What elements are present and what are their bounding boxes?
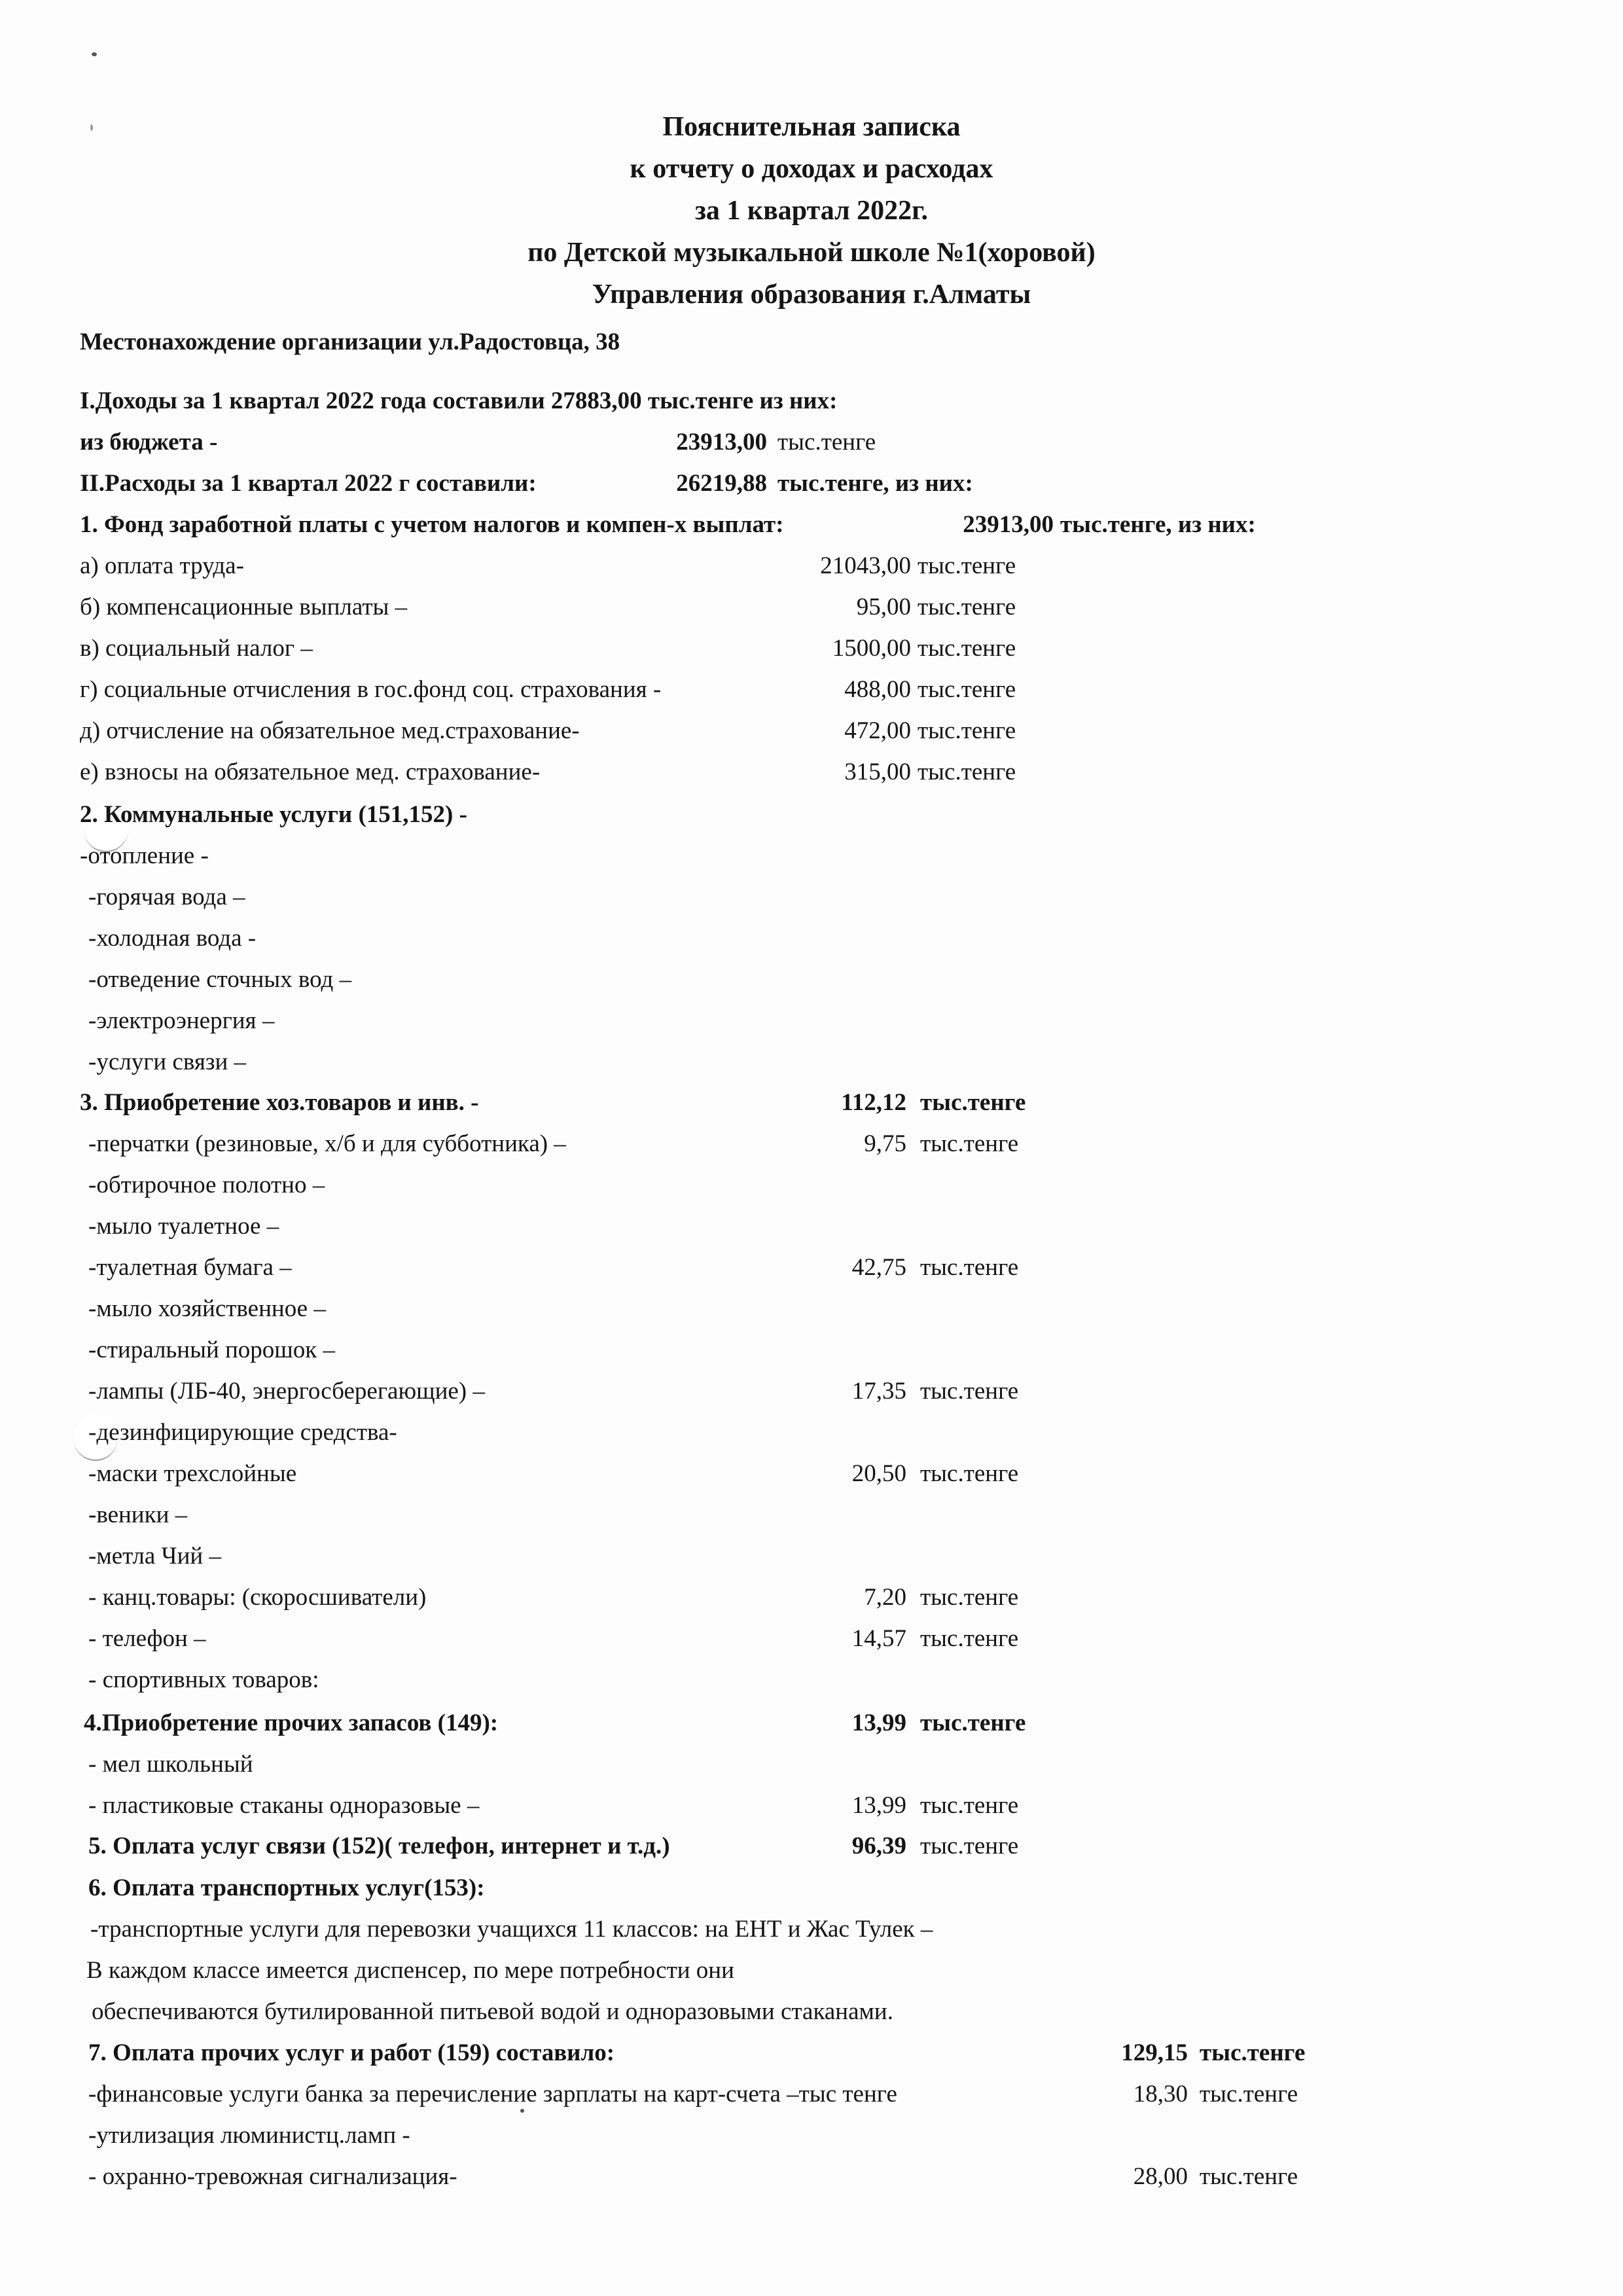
- scan-speck: [92, 52, 97, 56]
- section3-item-amount: 7,20: [864, 1584, 906, 1611]
- budget-amount: 23913,00: [676, 429, 767, 456]
- section1-item-amount: 472,00: [844, 717, 911, 744]
- section3-heading: 3. Приобретение хоз.товаров и инв. -: [80, 1089, 479, 1116]
- section3-item-label: -метла Чий –: [88, 1543, 221, 1570]
- section4-item-label: - пластиковые стаканы одноразовые –: [88, 1792, 480, 1819]
- section3-item-amount: 14,57: [851, 1625, 906, 1652]
- section7-item-label: - охранно-тревожная сигнализация-: [88, 2163, 457, 2190]
- section4-heading: 4.Приобретение прочих запасов (149):: [84, 1710, 499, 1736]
- expenses-unit: тыс.тенге, из них:: [777, 470, 973, 497]
- section1-item-label: в) социальный налог –: [80, 635, 313, 662]
- section5-amount: 96,39: [851, 1833, 906, 1859]
- organization-location: Местонахождение организации ул.Радостовца, 38: [80, 329, 620, 355]
- section1-item-unit: тыс.тенге: [918, 635, 1016, 662]
- section2-item-label: -отведение сточных вод –: [88, 966, 352, 993]
- title-line: к отчету о доходах и расходах: [630, 154, 993, 184]
- section6-heading: 6. Оплата транспортных услуг(153):: [88, 1874, 485, 1901]
- expenses-amount: 26219,88: [676, 470, 767, 497]
- section3-item-label: -мыло хозяйственное –: [88, 1295, 326, 1322]
- section3-item-unit: тыс.тенге: [920, 1254, 1019, 1281]
- section6-line: В каждом классе имеется диспенсер, по мере потребности они: [86, 1957, 734, 1984]
- section7-amount: 129,15: [1121, 2039, 1188, 2066]
- section3-item-label: - канц.товары: (скоросшиватели): [88, 1584, 427, 1611]
- expenses-heading: II.Расходы за 1 квартал 2022 г составили:: [80, 470, 537, 497]
- income-heading: I.Доходы за 1 квартал 2022 года составили 27883,00 тыс.тенге из них:: [80, 387, 838, 414]
- section1-item-label: б) компенсационные выплаты –: [80, 594, 408, 620]
- section3-unit: тыс.тенге: [920, 1089, 1026, 1116]
- section3-item-unit: тыс.тенге: [920, 1625, 1019, 1652]
- section3-amount: 112,12: [841, 1089, 906, 1116]
- section7-item-label: -финансовые услуги банка за перечисление зарплаты на карт-счета –тыс тенге: [88, 2081, 897, 2108]
- section3-item-unit: тыс.тенге: [920, 1130, 1019, 1157]
- section4-amount: 13,99: [851, 1710, 906, 1736]
- section5-unit: тыс.тенге: [920, 1833, 1019, 1859]
- section3-item-label: - телефон –: [88, 1625, 206, 1652]
- section2-item-label: -холодная вода -: [88, 925, 257, 952]
- section7-item-label: -утилизация люминистц.ламп -: [88, 2122, 410, 2149]
- section1-item-label: г) социальные отчисления в гос.фонд соц. страхования -: [80, 676, 662, 703]
- section1-heading: 1. Фонд заработной платы с учетом налогов и компен-х выплат:: [80, 511, 784, 538]
- budget-label: из бюджета -: [80, 429, 218, 456]
- section7-item-unit: тыс.тенге: [1200, 2163, 1298, 2190]
- section7-item-unit: тыс.тенге: [1200, 2081, 1298, 2108]
- section1-item-unit: тыс.тенге: [918, 676, 1016, 703]
- section2-item-label: -горячая вода –: [88, 884, 245, 910]
- section4-item-label: - мел школьный: [88, 1751, 253, 1778]
- section4-unit: тыс.тенге: [920, 1710, 1026, 1736]
- section2-heading: 2. Коммунальные услуги (151,152) -: [80, 801, 467, 828]
- section1-item-label: е) взносы на обязательное мед. страхование-: [80, 759, 541, 785]
- section3-item-label: -маски трехслойные: [88, 1460, 297, 1487]
- section1-item-amount: 1500,00: [832, 635, 911, 662]
- section7-item-amount: 28,00: [1133, 2163, 1188, 2190]
- section1-amount: 23913,00: [963, 511, 1054, 538]
- section1-item-amount: 315,00: [844, 759, 911, 785]
- title-line: за 1 квартал 2022г.: [695, 196, 928, 226]
- section1-item-amount: 21043,00: [820, 552, 911, 579]
- section6-line: обеспечиваются бутилированной питьевой водой и одноразовыми стаканами.: [92, 1998, 893, 2025]
- title-line: Управления образования г.Алматы: [592, 279, 1031, 310]
- section4-item-unit: тыс.тенге: [920, 1792, 1019, 1819]
- section1-item-label: д) отчисление на обязательное мед.страхование-: [80, 717, 580, 744]
- title-line: по Детской музыкальной школе №1(хоровой): [527, 238, 1096, 268]
- section1-item-unit: тыс.тенге: [918, 717, 1016, 744]
- section1-item-unit: тыс.тенге: [918, 759, 1016, 785]
- section1-unit: тыс.тенге, из них:: [1060, 511, 1256, 538]
- section3-item-amount: 42,75: [851, 1254, 906, 1281]
- section3-item-amount: 9,75: [864, 1130, 906, 1157]
- section7-heading: 7. Оплата прочих услуг и работ (159) составило:: [88, 2039, 615, 2066]
- section3-item-amount: 17,35: [851, 1378, 906, 1405]
- section6-line: -транспортные услуги для перевозки учащихся 11 классов: на ЕНТ и Жас Тулек –: [90, 1916, 933, 1943]
- section3-item-label: -веники –: [88, 1501, 188, 1528]
- section3-item-label: -обтирочное полотно –: [88, 1172, 325, 1198]
- section3-item-amount: 20,50: [851, 1460, 906, 1487]
- section3-item-label: -мыло туалетное –: [88, 1213, 279, 1240]
- section1-item-label: а) оплата труда-: [80, 552, 244, 579]
- budget-unit: тыс.тенге: [777, 429, 876, 456]
- section2-item-label: -услуги связи –: [88, 1049, 247, 1075]
- section1-item-amount: 488,00: [844, 676, 911, 703]
- section3-item-label: -лампы (ЛБ-40, энергосберегающие) –: [88, 1378, 485, 1405]
- section2-item-label: -электроэнергия –: [88, 1007, 275, 1034]
- section1-item-amount: 95,00: [856, 594, 911, 620]
- section7-item-amount: 18,30: [1133, 2081, 1188, 2108]
- section3-item-label: -туалетная бумага –: [88, 1254, 292, 1281]
- section3-item-label: -стиральный порошок –: [88, 1336, 336, 1363]
- section4-item-amount: 13,99: [851, 1792, 906, 1819]
- section3-item-unit: тыс.тенге: [920, 1378, 1019, 1405]
- document-title: [0, 106, 1623, 315]
- section3-item-label: -дезинфицирующие средства-: [88, 1419, 397, 1446]
- section7-unit: тыс.тенге: [1200, 2039, 1306, 2066]
- section1-item-unit: тыс.тенге: [918, 552, 1016, 579]
- section1-item-unit: тыс.тенге: [918, 594, 1016, 620]
- title-line: Пояснительная записка: [662, 112, 961, 142]
- section3-item-label: - спортивных товаров:: [88, 1666, 319, 1693]
- section3-item-unit: тыс.тенге: [920, 1584, 1019, 1611]
- section3-item-label: -перчатки (резиновые, х/б и для субботника) –: [88, 1130, 566, 1157]
- section3-item-unit: тыс.тенге: [920, 1460, 1019, 1487]
- section2-item-label: -отопление -: [80, 842, 209, 869]
- section5-heading: 5. Оплата услуг связи (152)( телефон, интернет и т.д.): [88, 1833, 670, 1859]
